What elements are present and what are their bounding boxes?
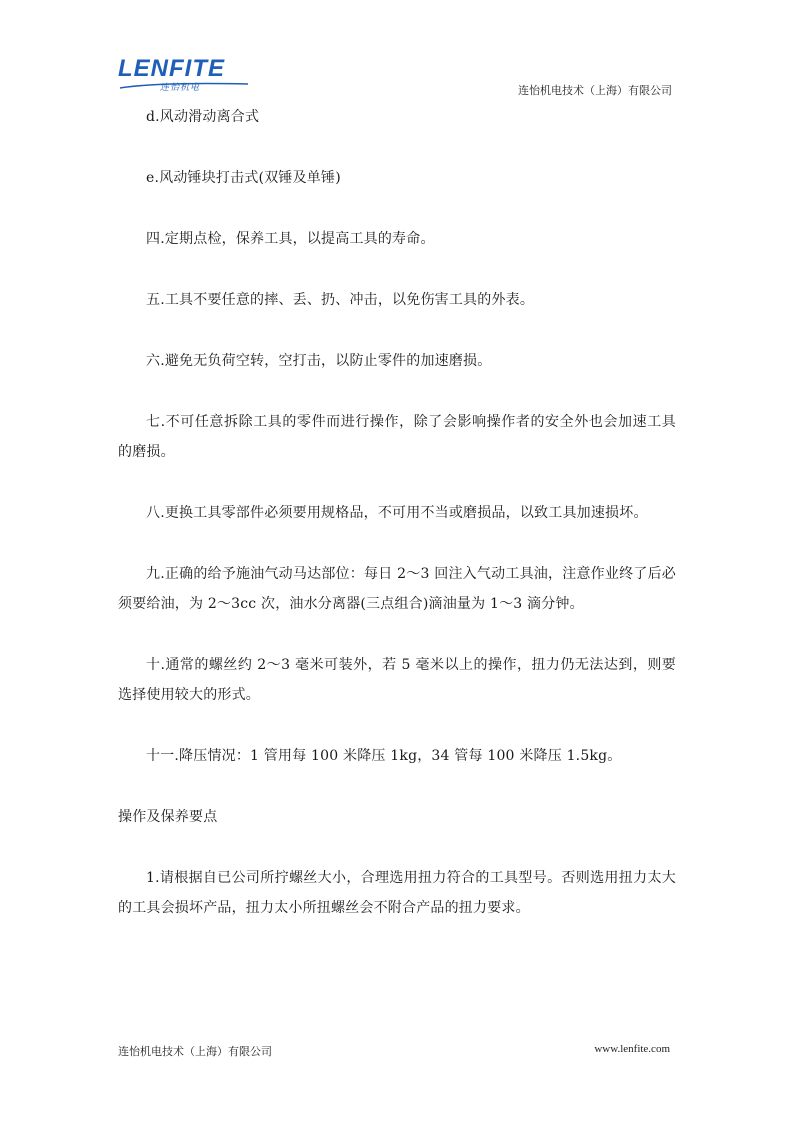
- paragraph-4: 四.定期点检，保养工具，以提高工具的寿命。: [146, 231, 435, 247]
- company-logo: [118, 56, 250, 96]
- footer-website: www.lenfite.com: [594, 1043, 670, 1055]
- paragraph-9: 九.正确的给予施油气动马达部位：每日 2～3 回注入气动工具油，注意作业终了后必须要给油，为 2～3cc 次，油水分离器(三点组合)滴油量为 1～3 滴分钟。: [118, 566, 676, 612]
- paragraph-11: 十一.降压情况：1 管用每 100 米降压 1kg，34 管每 100 米降压 1.5kg。: [146, 748, 622, 764]
- paragraph-6: 六.避免无负荷空转，空打击，以防止零件的加速磨损。: [146, 353, 492, 369]
- paragraph-point-1: 1.请根据自已公司所拧螺丝大小，合理选用扭力符合的工具型号。否则选用扭力太大的工具会损坏产品，扭力太小所扭螺丝会不附合产品的扭力要求。: [118, 870, 676, 916]
- section-heading: 操作及保养要点: [118, 809, 218, 825]
- header-company-name: 连怡机电技术（上海）有限公司: [518, 84, 672, 97]
- document-body: [118, 102, 676, 954]
- logo-wordmark: LENFITE: [118, 55, 225, 82]
- paragraph-8: 八.更换工具零部件必须要用规格品，不可用不当或磨损品，以致工具加速损坏。: [146, 505, 648, 521]
- paragraph-d: d.风动滑动离合式: [146, 109, 260, 125]
- paragraph-7: 七.不可任意拆除工具的零件而进行操作，除了会影响操作者的安全外也会加速工具的磨损。: [118, 414, 676, 460]
- paragraph-e: e.风动锤块打击式(双锤及单锤): [146, 170, 341, 186]
- logo-subtitle: 连怡机电: [160, 83, 201, 93]
- paragraph-5: 五.工具不要任意的摔、丢、扔、冲击，以免伤害工具的外表。: [146, 292, 535, 308]
- paragraph-10: 十.通常的螺丝约 2～3 毫米可装外，若 5 毫米以上的操作，扭力仍无法达到，则要选择使用较大的形式。: [118, 657, 676, 703]
- footer-company-name: 连怡机电技术（上海）有限公司: [118, 1045, 272, 1058]
